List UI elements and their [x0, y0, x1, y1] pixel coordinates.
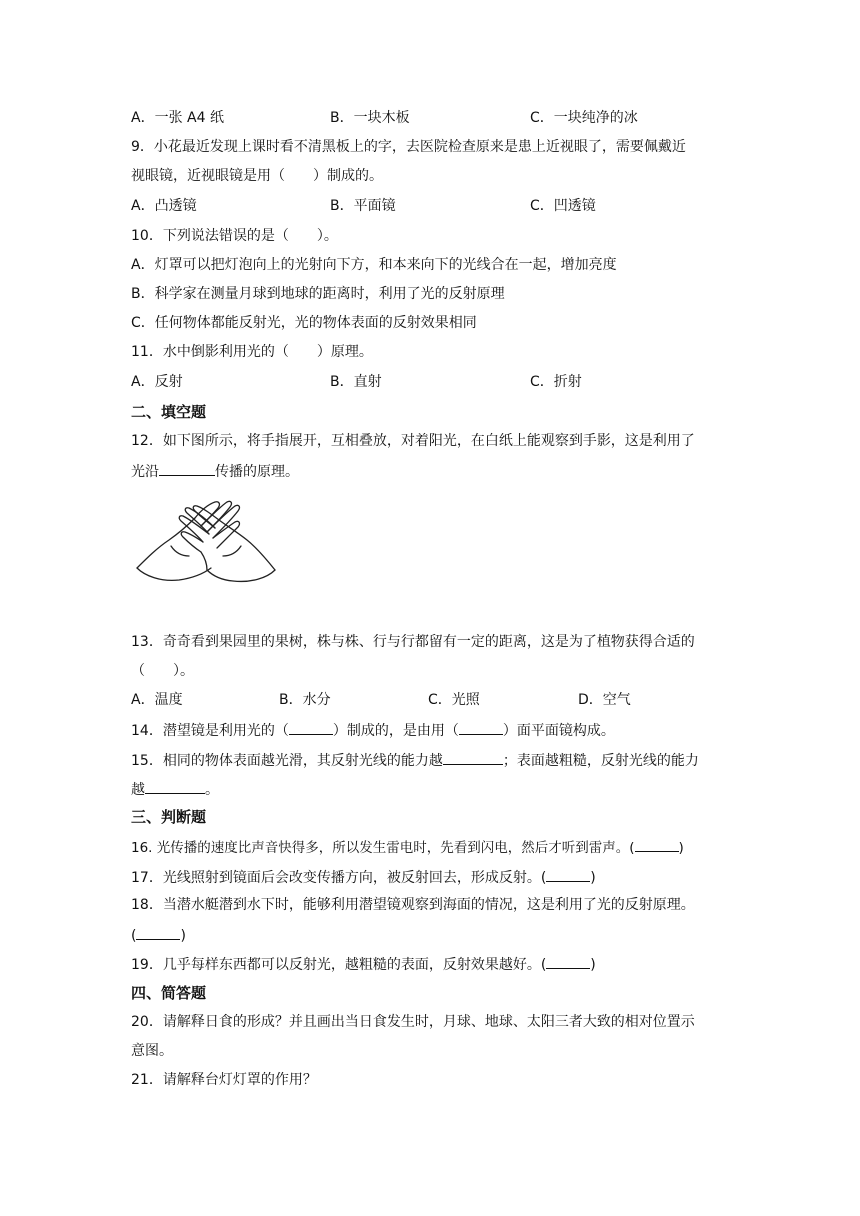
q21-stem: 21．请解释台灯灯罩的作用？ — [131, 1072, 317, 1088]
section-fill-in-heading: 二、填空题 — [131, 403, 207, 421]
section-short-answer-heading: 四、简答题 — [131, 984, 207, 1002]
q9-stem-line2: 视眼镜，近视眼镜是用（ ）制成的。 — [131, 168, 383, 184]
q15-text-2: ；表面越粗糙，反射光线的能力 — [502, 753, 699, 769]
q17-stem — [131, 866, 596, 888]
q12-stem-line1: 12．如下图所示，将手指展开，互相叠放，对着阳光，在白纸上能观察到手影，这是利用了 — [131, 433, 695, 449]
q13-option-d: D．空气 — [578, 692, 631, 708]
q9-option-b: B．平面镜 — [330, 198, 396, 214]
q20-stem-line2: 意图。 — [131, 1043, 173, 1059]
q13-stem-line2: （ ）。 — [131, 663, 194, 679]
q15-stem-line1 — [131, 749, 699, 771]
q12-blank[interactable] — [159, 460, 215, 476]
q15-text-3: 越 — [131, 782, 145, 798]
q17-close: ) — [590, 870, 596, 886]
q18-stem-line2 — [131, 924, 186, 946]
q18-close: ) — [180, 928, 186, 944]
q8-option-a: A．一张 A4 纸 — [131, 110, 224, 126]
q13-stem-line1: 13．奇奇看到果园里的果树，株与株、行与行都留有一定的距离，这是为了植物获得合适的 — [131, 634, 695, 650]
q9-option-a: A．凸透镜 — [131, 198, 197, 214]
crossed-hands-illustration — [131, 490, 281, 588]
q8-option-b: B．一块木板 — [330, 110, 410, 126]
q14-stem — [131, 719, 615, 741]
q19-text: 19．几乎每样东西都可以反射光，越粗糙的表面，反射效果越好。( — [131, 957, 547, 973]
q14-blank-1[interactable] — [289, 719, 333, 735]
q18-blank[interactable] — [136, 924, 180, 940]
q15-text-1: 15．相同的物体表面越光滑，其反射光线的能力越 — [131, 753, 443, 769]
q15-blank-2[interactable] — [145, 778, 205, 794]
q16-close: ) — [678, 840, 684, 856]
q18-open: ( — [131, 928, 137, 944]
q18-stem-line1: 18．当潜水艇潜到水下时，能够利用潜望镜观察到海面的情况，这是利用了光的反射原理。 — [131, 897, 695, 913]
q12-text-pre: 光沿 — [131, 464, 159, 480]
q11-option-c: C．折射 — [530, 374, 582, 390]
q13-option-b: B．水分 — [279, 692, 331, 708]
q12-text-post: 传播的原理。 — [215, 464, 299, 480]
q16-text: 16. 光传播的速度比声音快得多，所以发生雷电时，先看到闪电，然后才听到雷声。( — [131, 840, 635, 856]
q10-stem: 10．下列说法错误的是（ ）。 — [131, 228, 338, 244]
q10-option-b: B．科学家在测量月球到地球的距离时，利用了光的反射原理 — [131, 286, 505, 302]
q9-stem-line1: 9．小花最近发现上课时看不清黑板上的字，去医院检查原来是患上近视眼了，需要佩戴近 — [131, 139, 686, 155]
q11-stem: 11．水中倒影利用光的（ ）原理。 — [131, 344, 373, 360]
q20-stem-line1: 20．请解释日食的形成？并且画出当日食发生时，月球、地球、太阳三者大致的相对位置示 — [131, 1014, 695, 1030]
q15-text-4: 。 — [205, 782, 219, 798]
section-judgement-heading: 三、判断题 — [131, 808, 207, 826]
q8-option-c: C．一块纯净的冰 — [530, 110, 638, 126]
q13-option-a: A．温度 — [131, 692, 183, 708]
q10-option-c: C．任何物体都能反射光，光的物体表面的反射效果相同 — [131, 315, 477, 331]
q19-stem — [131, 953, 596, 975]
q11-option-a: A．反射 — [131, 374, 183, 390]
q16-blank[interactable] — [635, 836, 679, 852]
q15-blank-1[interactable] — [443, 749, 503, 765]
q17-text: 17．光线照射到镜面后会改变传播方向，被反射回去，形成反射。( — [131, 870, 547, 886]
q19-blank[interactable] — [546, 953, 590, 969]
q14-text-1: 14．潜望镜是利用光的（ — [131, 723, 289, 739]
q9-option-c: C．凹透镜 — [530, 198, 596, 214]
q12-stem-line2 — [131, 460, 299, 482]
q15-stem-line2 — [131, 778, 219, 800]
q16-stem — [131, 836, 684, 858]
q11-option-b: B．直射 — [330, 374, 382, 390]
q17-blank[interactable] — [546, 866, 590, 882]
q10-option-a: A．灯罩可以把灯泡向上的光射向下方，和本来向下的光线合在一起，增加亮度 — [131, 257, 617, 273]
q14-text-3: ）面平面镜构成。 — [502, 723, 615, 739]
q14-blank-2[interactable] — [459, 719, 503, 735]
q14-text-2: ）制成的，是由用（ — [332, 723, 459, 739]
q13-option-c: C．光照 — [428, 692, 480, 708]
q19-close: ) — [590, 957, 596, 973]
